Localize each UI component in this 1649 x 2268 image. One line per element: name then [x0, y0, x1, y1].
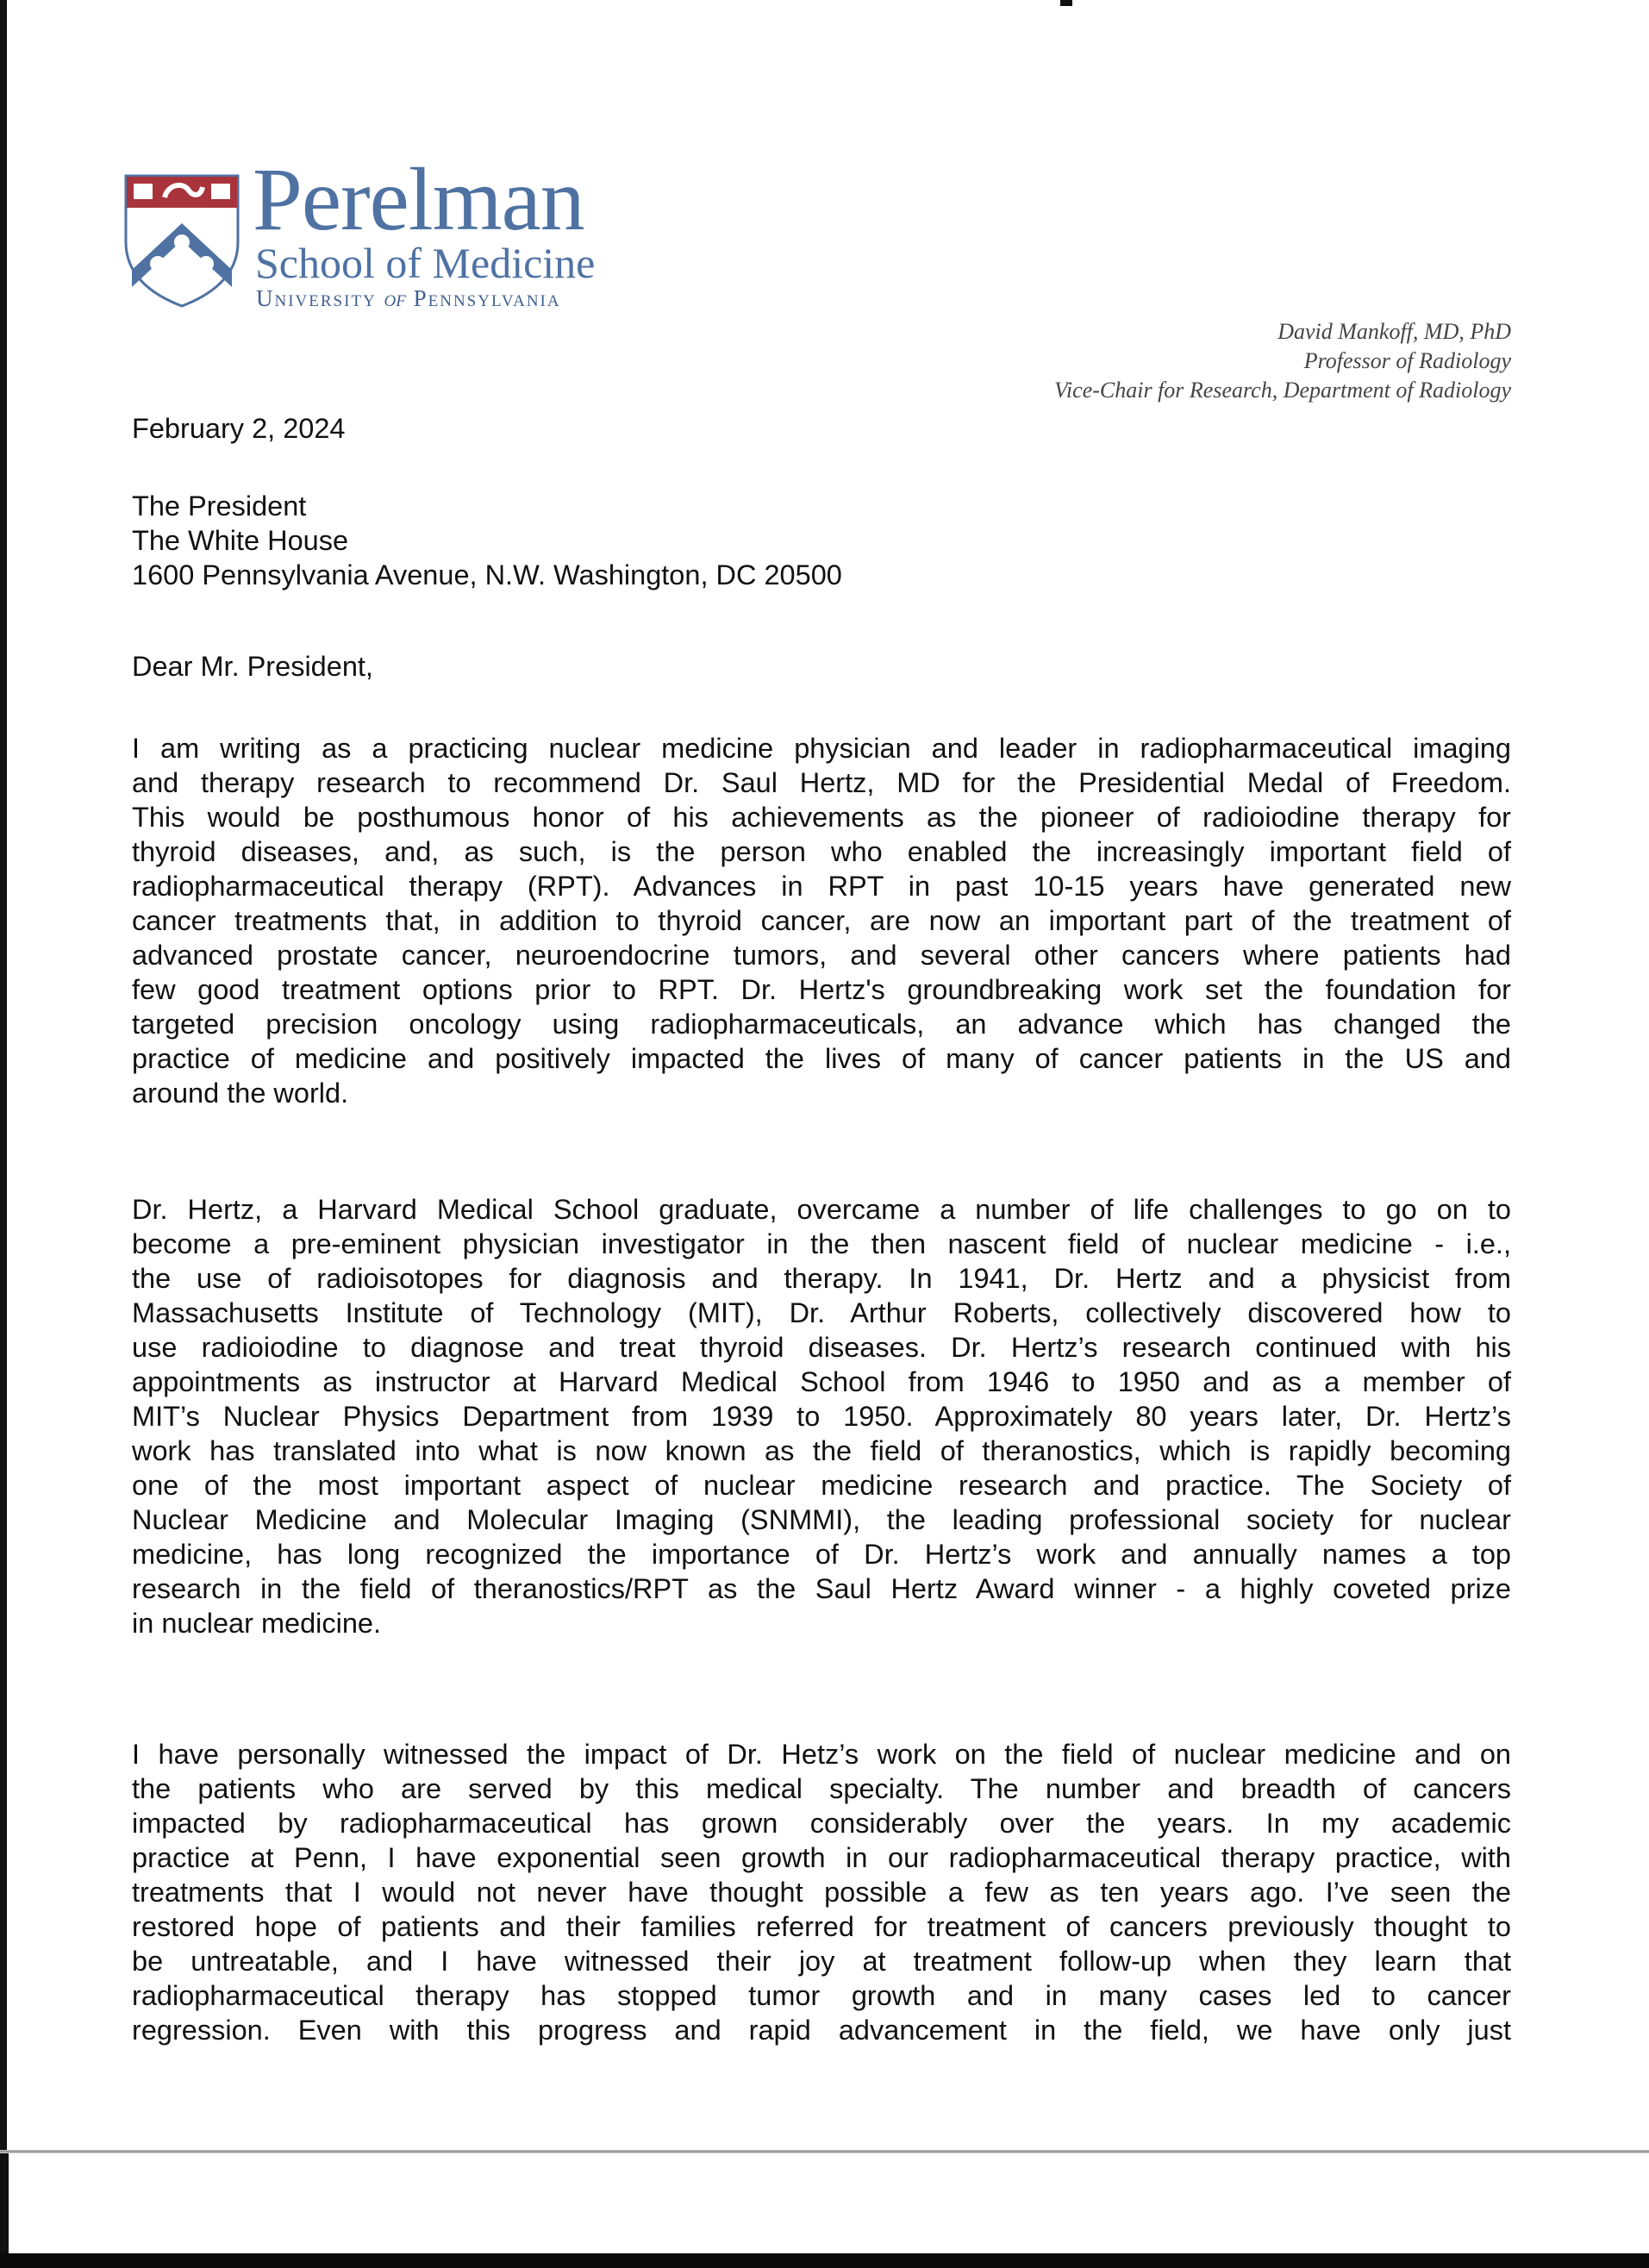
paragraph-line: medicine, has long recognized the importance of Dr. Hertz’s work and annually names a top — [132, 1539, 1511, 1570]
letterhead-signature-block — [1054, 317, 1511, 405]
paragraph-line: use radioiodine to diagnose and treat thyroid diseases. Dr. Hertz’s research continued with his — [132, 1332, 1511, 1363]
paragraph-line: work has translated into what is now known as the field of theranostics, which is rapidly becoming — [132, 1435, 1511, 1466]
paragraph-line: one of the most important aspect of nuclear medicine research and practice. The Society of — [132, 1470, 1511, 1501]
paragraph-line: few good treatment options prior to RPT. Dr. Hertz's groundbreaking work set the foundation for — [132, 974, 1511, 1005]
paragraph-line: impacted by radiopharmaceutical has grown considerably over the years. In my academic — [132, 1808, 1511, 1839]
paragraph-line: the patients who are served by this medical specialty. The number and breadth of cancers — [132, 1773, 1511, 1804]
recipient-address — [132, 489, 1511, 592]
scan-mark — [1060, 0, 1072, 6]
author-title: Professor of Radiology — [1303, 348, 1511, 373]
address-line: The President — [132, 490, 307, 522]
paragraph-line: This would be posthumous honor of his achievements as the pioneer of radioiodine therapy for — [132, 802, 1511, 833]
logo-title: Perelman — [253, 150, 584, 249]
logo-university-post: Pennsylvania — [413, 285, 561, 311]
paragraph-line: MIT’s Nuclear Physics Department from 1939 to 1950. Approximately 80 years later, Dr. Hertz’s — [132, 1401, 1511, 1432]
scan-edge-left — [0, 0, 7, 2152]
paragraph-line: around the world. — [132, 1078, 349, 1109]
address-line: 1600 Pennsylvania Avenue, N.W. Washington, DC 20500 — [132, 559, 842, 590]
paragraph-line: targeted precision oncology using radiopharmaceuticals, an advance which has changed the — [132, 1009, 1511, 1040]
paragraph-line: cancer treatments that, in addition to thyroid cancer, are now an important part of the treatment of — [132, 905, 1511, 936]
logo-university-of: of — [384, 285, 406, 311]
paragraph-line: practice of medicine and positively impacted the lives of many of cancer patients in the US and — [132, 1043, 1511, 1074]
address-line: The White House — [132, 525, 349, 556]
paragraph-line: become a pre-eminent physician investigator in the then nascent field of nuclear medicine - i.e., — [132, 1228, 1511, 1259]
paragraph-3 — [132, 1737, 1511, 2047]
paragraph-line: Massachusetts Institute of Technology (MIT), Dr. Arthur Roberts, collectively discovered how to — [132, 1297, 1511, 1328]
paragraph-line: Nuclear Medicine and Molecular Imaging (SNMMI), the leading professional society for nuclear — [132, 1504, 1511, 1535]
paragraph-line: research in the field of theranostics/RPT as the Saul Hertz Award winner - a highly coveted prize — [132, 1573, 1511, 1604]
scan-fold-line — [0, 2150, 1649, 2153]
author-role: Vice-Chair for Research, Department of Radiology — [1053, 378, 1511, 403]
letter-date: February 2, 2024 — [132, 413, 346, 444]
paragraph-line: regression. Even with this progress and rapid advancement in the field, we have only just — [132, 2015, 1511, 2046]
paragraph-line: advanced prostate cancer, neuroendocrine tumors, and several other cancers where patients had — [132, 940, 1511, 971]
paragraph-line: Dr. Hertz, a Harvard Medical School graduate, overcame a number of life challenges to go on to — [132, 1194, 1511, 1225]
paragraph-line: in nuclear medicine. — [132, 1608, 382, 1639]
salutation: Dear Mr. President, — [132, 651, 373, 682]
paragraph-1 — [132, 731, 1511, 1110]
paragraph-line: thyroid diseases, and, as such, is the person who enabled the increasingly important field of — [132, 836, 1511, 867]
paragraph-line: appointments as instructor at Harvard Medical School from 1946 to 1950 and as a member of — [132, 1366, 1511, 1397]
paragraph-2 — [132, 1192, 1511, 1640]
paragraph-line: be untreatable, and I have witnessed their joy at treatment follow-up when they learn that — [132, 1946, 1511, 1977]
paragraph-line: radiopharmaceutical therapy has stopped tumor growth and in many cases led to cancer — [132, 1980, 1511, 2011]
paragraph-line: radiopharmaceutical therapy (RPT). Advances in RPT in past 10-15 years have generated new — [132, 871, 1511, 902]
paragraph-line: treatments that I would not never have thought possible a few as ten years ago. I’ve seen the — [132, 1877, 1511, 1908]
paragraph-line: restored hope of patients and their families referred for treatment of cancers previously thought to — [132, 1911, 1511, 1942]
logo-subtitle: School of Medicine — [255, 239, 596, 287]
paragraph-line: I am writing as a practicing nuclear medicine physician and leader in radiopharmaceutical imaging — [132, 733, 1511, 764]
logo-university — [256, 287, 561, 310]
scan-edge-bottom — [0, 2253, 1649, 2268]
penn-shield-logo-icon — [123, 173, 240, 308]
paragraph-line: practice at Penn, I have exponential seen growth in our radiopharmaceutical therapy practice, with — [132, 1842, 1511, 1873]
author-name: David Mankoff, MD, PhD — [1277, 319, 1511, 344]
paragraph-line: and therapy research to recommend Dr. Saul Hertz, MD for the Presidential Medal of Freedom. — [132, 767, 1511, 798]
scan-edge-left-lower — [0, 2152, 9, 2268]
logo-university-pre: University — [256, 285, 377, 311]
paragraph-line: the use of radioisotopes for diagnosis and therapy. In 1941, Dr. Hertz and a physicist from — [132, 1263, 1511, 1294]
paragraph-line: I have personally witnessed the impact of Dr. Hetz’s work on the field of nuclear medicine and on — [132, 1739, 1511, 1770]
